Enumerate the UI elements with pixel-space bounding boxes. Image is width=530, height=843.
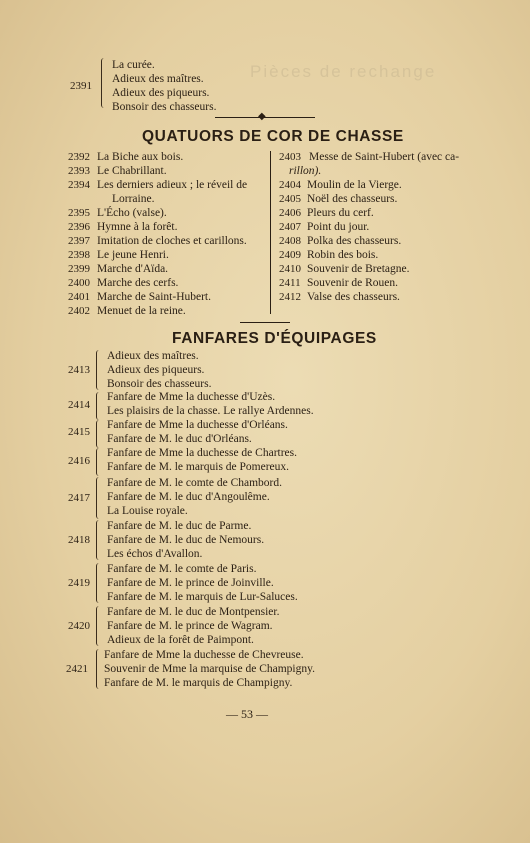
list-item-continuation: Lorraine. — [112, 193, 155, 205]
page-number: — 53 — — [226, 707, 268, 721]
item-number: 2393 — [68, 165, 90, 177]
item-number: 2420 — [68, 620, 90, 632]
item-number: 2421 — [66, 663, 88, 675]
list-item: Les derniers adieux ; le réveil de — [97, 179, 248, 191]
list-item: Les plaisirs de la chasse. Le rallye Ardennes. — [107, 405, 314, 417]
list-item: Fanfare de M. le marquis de Lur-Saluces. — [107, 591, 298, 603]
list-item: Les échos d'Avallon. — [107, 548, 203, 560]
item-number: 2417 — [68, 492, 90, 504]
list-item: Moulin de la Vierge. — [307, 179, 402, 191]
section-heading: FANFARES D'ÉQUIPAGES — [172, 330, 377, 347]
list-item: Souvenir de Bretagne. — [307, 263, 410, 275]
list-item: Fanfare de M. le comte de Chambord. — [107, 477, 282, 489]
item-number: 2409 — [279, 249, 301, 261]
section-heading: QUATUORS DE COR DE CHASSE — [142, 128, 404, 145]
list-item: Souvenir de Rouen. — [307, 277, 399, 289]
item-number: 2398 — [68, 249, 90, 261]
list-item: Souvenir de Mme la marquise de Champigny. — [104, 663, 316, 675]
list-item: Marche de Saint-Hubert. — [97, 291, 212, 303]
list-item: Fanfare de Mme la duchesse de Chartres. — [107, 447, 297, 459]
list-item: Fanfare de Mme la duchesse de Chevreuse. — [104, 649, 304, 661]
list-item: Adieux des piqueurs. — [112, 87, 210, 99]
list-item: La Louise royale. — [107, 505, 188, 517]
list-item: Adieux des maîtres. — [107, 350, 199, 362]
item-number: 2402 — [68, 305, 90, 317]
list-item: La curée. — [112, 59, 155, 71]
item-number: 2400 — [68, 277, 90, 289]
item-number: 2401 — [68, 291, 90, 303]
list-item: Fanfare de M. le prince de Wagram. — [107, 620, 273, 632]
item-number: 2403 — [279, 151, 301, 163]
list-item: Point du jour. — [307, 221, 370, 233]
list-item: Marche d'Aïda. — [97, 263, 169, 275]
brace — [96, 477, 102, 519]
item-number: 2399 — [68, 263, 90, 275]
brace — [96, 448, 102, 476]
item-number: 2407 — [279, 221, 301, 233]
column-divider — [270, 151, 271, 314]
list-item: Marche des cerfs. — [97, 277, 179, 289]
list-item: Polka des chasseurs. — [307, 235, 402, 247]
item-number: 2392 — [68, 151, 90, 163]
list-item: Fanfare de M. le duc de Nemours. — [107, 534, 265, 546]
list-item: Le Chabrillant. — [97, 165, 167, 177]
list-item: Hymne à la forêt. — [97, 221, 178, 233]
list-item: Robin des bois. — [307, 249, 379, 261]
list-item: Imitation de cloches et carillons. — [97, 235, 247, 247]
list-item: Adieux des maîtres. — [112, 73, 204, 85]
item-number: 2410 — [279, 263, 301, 275]
list-item: Adieux des piqueurs. — [107, 364, 205, 376]
list-item: Messe de Saint-Hubert (avec ca- — [309, 151, 460, 163]
list-item: Noël des chasseurs. — [307, 193, 398, 205]
brace — [96, 520, 102, 560]
item-number: 2414 — [68, 399, 90, 411]
brace — [96, 649, 102, 689]
item-number: 2411 — [279, 277, 301, 289]
list-item: Fanfare de M. le duc d'Angoulême. — [107, 491, 270, 503]
item-number: 2416 — [68, 455, 90, 467]
brace — [96, 606, 102, 646]
item-number: 2395 — [68, 207, 90, 219]
brace — [96, 420, 102, 448]
list-item: Fanfare de M. le duc de Montpensier. — [107, 606, 280, 618]
list-item: Menuet de la reine. — [97, 305, 186, 317]
item-number: 2397 — [68, 235, 90, 247]
brace — [101, 58, 107, 108]
list-item: L'Écho (valse). — [97, 207, 167, 219]
item-number: 2394 — [68, 179, 90, 191]
list-item: Fanfare de M. le comte de Paris. — [107, 563, 257, 575]
list-item: Fanfare de M. le prince de Joinville. — [107, 577, 274, 589]
brace — [96, 392, 102, 420]
list-item: Fanfare de Mme la duchesse d'Orléans. — [107, 419, 288, 431]
item-number: 2408 — [279, 235, 301, 247]
list-item: Adieux de la forêt de Paimpont. — [107, 634, 254, 646]
list-item: La Biche aux bois. — [97, 151, 184, 163]
list-item: Fanfare de Mme la duchesse d'Uzès. — [107, 391, 276, 403]
item-number: 2418 — [68, 534, 90, 546]
list-item: Fanfare de M. le duc de Parme. — [107, 520, 252, 532]
item-number: 2413 — [68, 364, 90, 376]
brace — [96, 350, 102, 390]
list-item: Fanfare de M. le marquis de Champigny. — [104, 677, 293, 689]
brace — [96, 563, 102, 603]
list-item: Valse des chasseurs. — [307, 291, 400, 303]
item-number: 2404 — [279, 179, 301, 191]
item-number: 2396 — [68, 221, 90, 233]
item-number: 2406 — [279, 207, 301, 219]
list-item: Fanfare de M. le duc d'Orléans. — [107, 433, 252, 445]
item-number: 2412 — [279, 291, 301, 303]
item-number: 2419 — [68, 577, 90, 589]
item-number: 2391 — [70, 80, 92, 92]
section-rule — [240, 322, 290, 323]
bleed-through-text: Pièces de rechange — [250, 62, 437, 81]
item-number: 2415 — [68, 426, 90, 438]
list-item-continuation: rillon). — [289, 165, 322, 177]
list-item: Bonsoir des chasseurs. — [112, 101, 217, 113]
list-item: Bonsoir des chasseurs. — [107, 378, 212, 390]
list-item: Pleurs du cerf. — [307, 207, 374, 219]
list-item: Fanfare de M. le marquis de Pomereux. — [107, 461, 290, 473]
item-number: 2405 — [279, 193, 301, 205]
list-item: Le jeune Henri. — [97, 249, 169, 261]
ornament-diamond: ◆ — [258, 111, 266, 122]
